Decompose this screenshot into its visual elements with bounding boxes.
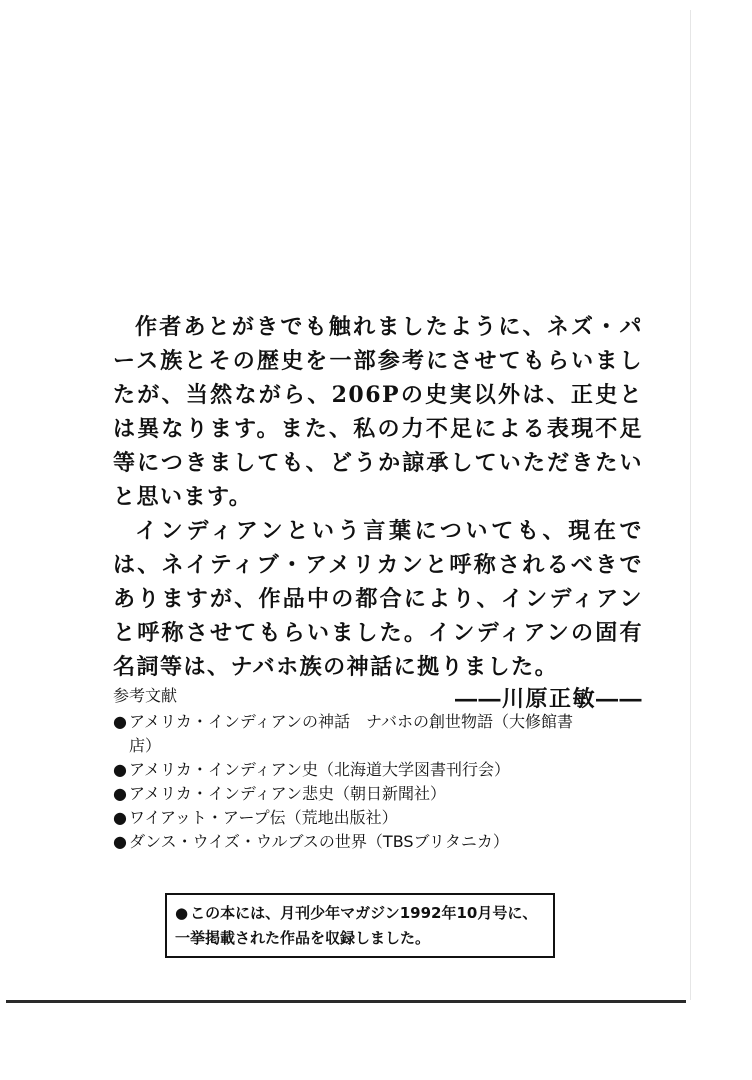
page-edge-divider	[6, 1000, 686, 1003]
reference-item	[113, 758, 583, 782]
reference-item	[113, 782, 583, 806]
references-title: 参考文献	[113, 686, 178, 705]
references-section	[113, 684, 583, 854]
reference-text: アメリカ・インディアン悲史（朝日新聞社）	[129, 784, 446, 803]
afterword-section	[113, 310, 643, 716]
reference-text: ダンス・ウイズ・ウルブスの世界（TBSブリタニカ）	[129, 832, 509, 851]
publication-notice-box	[165, 893, 555, 958]
bullet-icon: ●	[175, 904, 189, 922]
reference-item	[113, 710, 583, 758]
reference-text: アメリカ・インディアン史（北海道大学図書刊行会）	[129, 760, 510, 779]
bullet-icon: ●	[113, 784, 127, 803]
afterword-paragraph-1: 作者あとがきでも触れましたように、ネズ・パース族とその歴史を一部参考にさせてもらいましたが、当然ながら、206Pの史実以外は、正史とは異なります。また、私の力不足による表現不足等につきましても、どうか諒承していただきたいと思います。	[113, 314, 643, 510]
bullet-icon: ●	[113, 832, 127, 851]
bullet-icon: ●	[113, 712, 127, 731]
references-list	[113, 710, 583, 854]
author-signature: ――川原正敏――	[454, 686, 643, 712]
reference-item	[113, 806, 583, 830]
bullet-icon: ●	[113, 808, 127, 827]
page-edge-right	[690, 10, 691, 1000]
reference-item	[113, 830, 583, 854]
afterword-paragraph-2: インディアンという言葉についても、現在では、ネイティブ・アメリカンと呼称されるべきでありますが、作品中の都合により、インディアンと呼称させてもらいました。インディアンの固有名詞等は、ナバホ族の神話に拠りました。	[113, 518, 643, 680]
reference-text: アメリカ・インディアンの神話 ナバホの創世物語（大修館書店）	[129, 712, 574, 755]
publication-notice-text: この本には、月刊少年マガジン1992年10月号に、一挙掲載された作品を収録しました。	[175, 904, 538, 947]
reference-text: ワイアット・アープ伝（荒地出版社）	[129, 808, 398, 827]
bullet-icon: ●	[113, 760, 127, 779]
